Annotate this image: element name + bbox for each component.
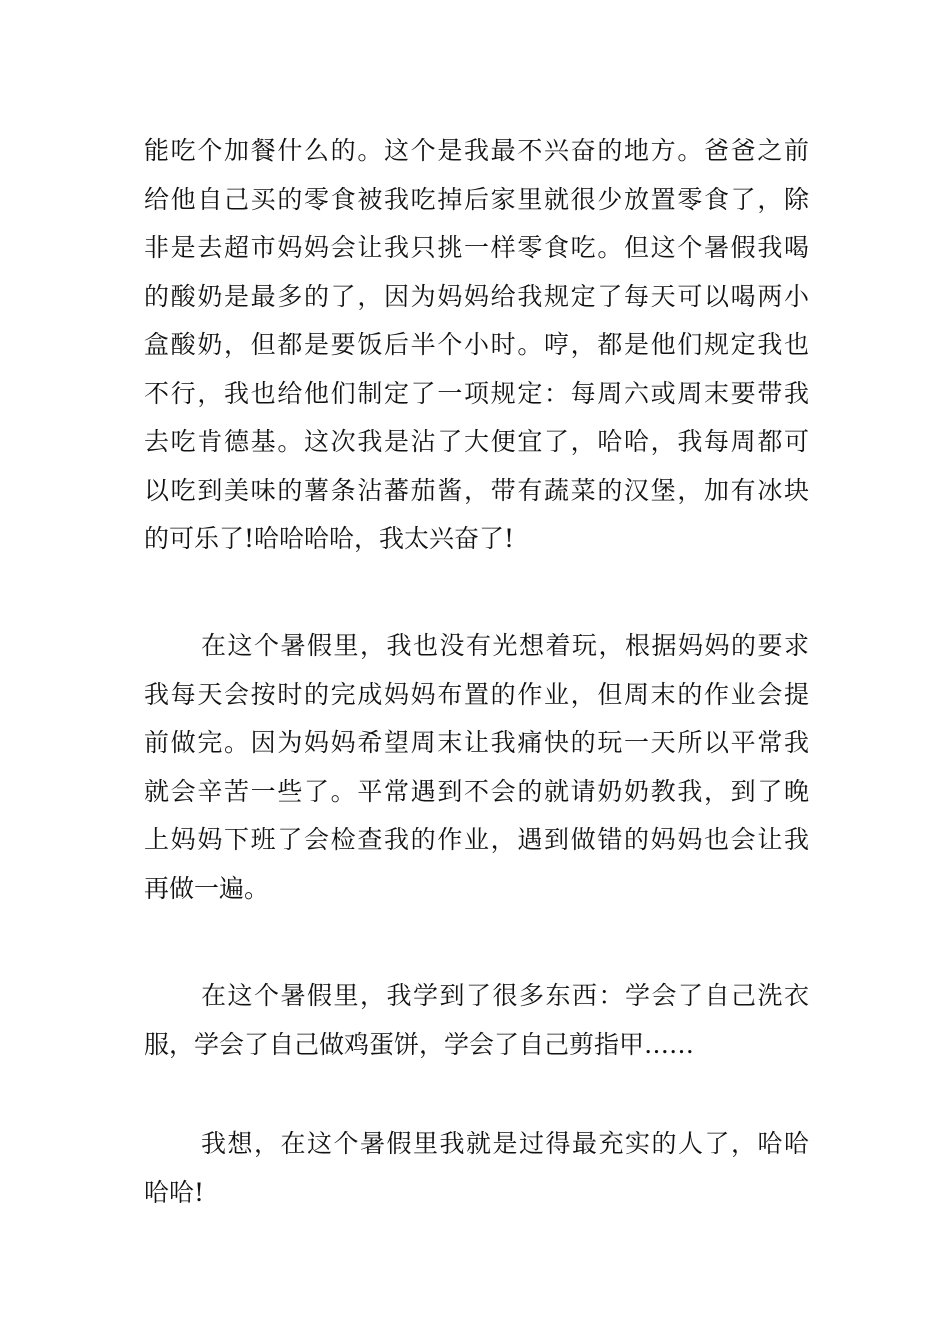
text-line: 不行，我也给他们制定了一项规定：每周六或周末要带我 [144, 378, 809, 408]
text-line: 哈哈! [144, 1177, 205, 1207]
text-line: 的酸奶是最多的了，因为妈妈给我规定了每天可以喝两小 [144, 281, 809, 311]
paragraph-2 [144, 622, 809, 913]
text-line: 就会辛苦一些了。平常遇到不会的就请奶奶教我，到了晚 [144, 776, 809, 806]
text-line: 上妈妈下班了会检查我的作业，遇到做错的妈妈也会让我 [144, 825, 809, 854]
paragraph-4 [144, 1120, 809, 1217]
text-line: 以吃到美味的薯条沾蕃茄酱，带有蔬菜的汉堡，加有冰块 [144, 475, 809, 505]
text-line: 我想，在这个暑假里我就是过得最充实的人了，哈哈 [201, 1129, 809, 1158]
text-line: 再做一遍。 [144, 873, 270, 903]
text-line: 非是去超市妈妈会让我只挑一样零食吃。但这个暑假我喝 [144, 233, 809, 262]
text-line: 我每天会按时的完成妈妈布置的作业，但周末的作业会提 [144, 679, 809, 709]
paragraph-3 [144, 972, 809, 1069]
text-line: 服，学会了自己做鸡蛋饼，学会了自己剪指甲…… [144, 1029, 695, 1059]
text-line: 能吃个加餐什么的。这个是我最不兴奋的地方。爸爸之前 [144, 136, 809, 165]
text-line: 给他自己买的零食被我吃掉后家里就很少放置零食了，除 [144, 184, 809, 214]
text-line: 在这个暑假里，我学到了很多东西：学会了自己洗衣 [201, 981, 809, 1010]
paragraph-1 [144, 127, 809, 564]
text-line: 在这个暑假里，我也没有光想着玩，根据妈妈的要求 [201, 631, 809, 660]
text-line: 的可乐了!哈哈哈哈，我太兴奋了! [144, 524, 515, 553]
text-line: 盒酸奶，但都是要饭后半个小时。哼，都是他们规定我也 [144, 330, 809, 359]
text-line: 前做完。因为妈妈希望周末让我痛快的玩一天所以平常我 [144, 728, 809, 757]
text-line: 去吃肯德基。这次我是沾了大便宜了，哈哈，我每周都可 [144, 427, 809, 456]
